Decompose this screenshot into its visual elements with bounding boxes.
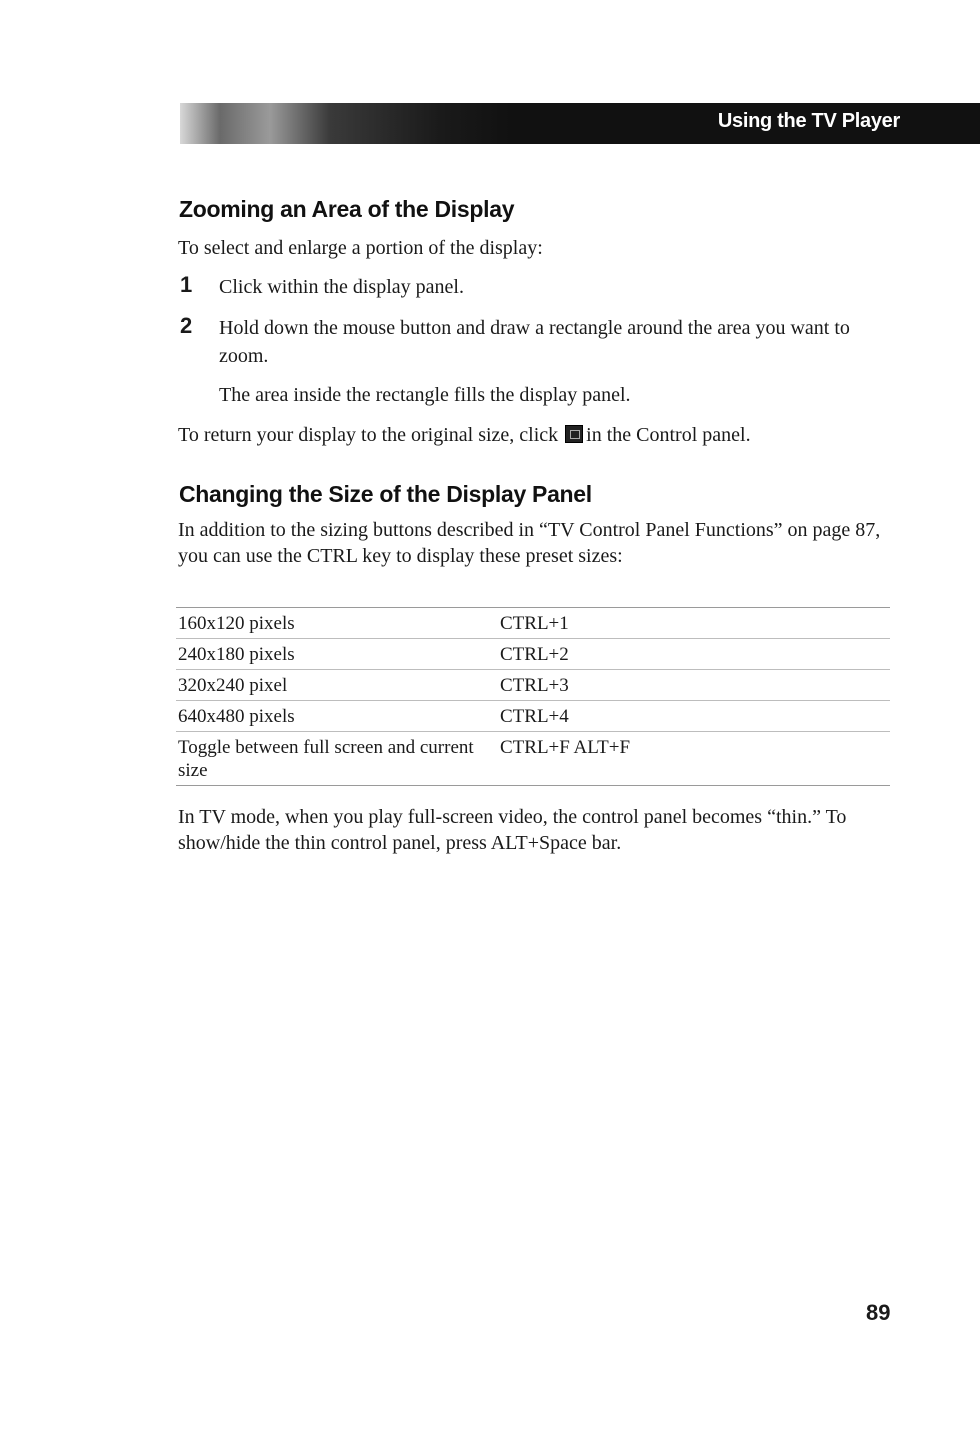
zoom-return-instruction bbox=[178, 422, 898, 448]
preset-sizes-table bbox=[176, 607, 890, 786]
header-band bbox=[180, 103, 980, 144]
zoom-section-heading: Zooming an Area of the Display bbox=[179, 196, 515, 222]
table-row bbox=[176, 670, 890, 701]
table-row bbox=[176, 639, 890, 670]
size-cell: 640x480 pixels bbox=[176, 701, 498, 732]
step-text-2: Hold down the mouse button and draw a rectangle around the area you want to zoom. bbox=[219, 317, 850, 367]
header-title: Using the TV Player bbox=[717, 110, 900, 132]
zoom-reset-icon bbox=[565, 425, 583, 443]
step-number-1: 1 bbox=[180, 272, 193, 297]
step-number-2: 2 bbox=[180, 313, 193, 338]
step-text-1: Click within the display panel. bbox=[219, 276, 464, 298]
size-intro: In addition to the sizing buttons described in “TV Control Panel Functions” on page 87, you can use the CTRL key to display these preset sizes: bbox=[178, 519, 881, 567]
table-row bbox=[176, 732, 890, 786]
keys-cell: CTRL+F ALT+F bbox=[498, 732, 890, 786]
size-cell: 240x180 pixels bbox=[176, 639, 498, 670]
return-text-after: in the Control panel. bbox=[586, 424, 751, 446]
keys-cell: CTRL+4 bbox=[498, 701, 890, 732]
keys-cell: CTRL+3 bbox=[498, 670, 890, 701]
thin-panel-note: In TV mode, when you play full-screen video, the control panel becomes “thin.” To show/hide the thin control panel, press ALT+Space bar. bbox=[178, 806, 847, 854]
zoom-intro: To select and enlarge a portion of the display: bbox=[178, 237, 543, 259]
return-text-before: To return your display to the original size, click bbox=[178, 424, 559, 446]
size-cell: 160x120 pixels bbox=[176, 608, 498, 639]
keys-cell: CTRL+2 bbox=[498, 639, 890, 670]
size-cell: Toggle between full screen and current size bbox=[176, 732, 498, 786]
table-row bbox=[176, 701, 890, 732]
table-row bbox=[176, 608, 890, 639]
keys-cell: CTRL+1 bbox=[498, 608, 890, 639]
size-cell: 320x240 pixel bbox=[176, 670, 498, 701]
page-number: 89 bbox=[866, 1300, 891, 1325]
zoom-result: The area inside the rectangle fills the display panel. bbox=[219, 384, 631, 406]
size-section-heading: Changing the Size of the Display Panel bbox=[179, 481, 592, 507]
